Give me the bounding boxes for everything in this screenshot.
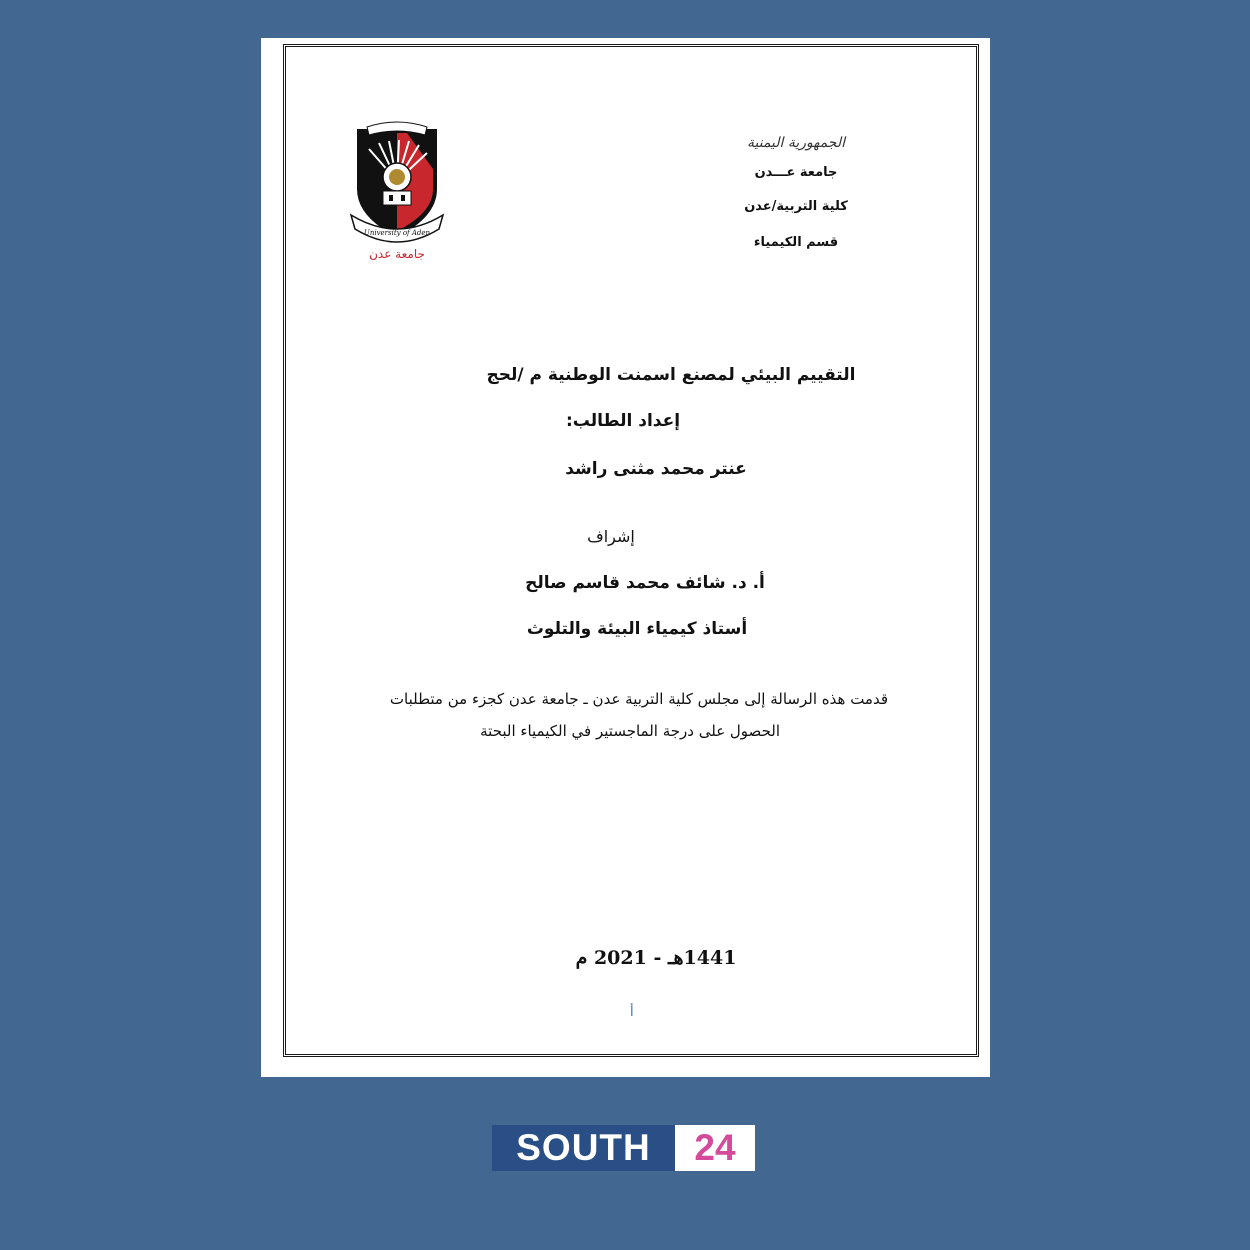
thesis-title: التقييم البيئي لمصنع اسمنت الوطنية م /لحج xyxy=(486,365,856,385)
student-name: عنتر محمد مثنى راشد xyxy=(565,459,747,479)
submission-statement xyxy=(308,683,888,747)
university-emblem-icon xyxy=(349,119,445,264)
header-country: الجمهورية اليمنية xyxy=(746,135,845,151)
brand-24-text: 24 xyxy=(694,1127,736,1168)
statement-line-2: الحصول على درجة الماجستير في الكيمياء البحتة xyxy=(480,722,780,740)
supervisor-title: أستاذ كيمياء البيئة والتلوث xyxy=(526,619,748,639)
prepared-by-label: إعداد الطالب: xyxy=(565,411,681,431)
supervisor-name: أ. د. شائف محمد قاسم صالح xyxy=(525,573,765,593)
page-border-frame xyxy=(283,44,979,1057)
south24-logo xyxy=(492,1125,755,1171)
statement-line-1: قدمت هذه الرسالة إلى مجلس كلية التربية عدن ـ جامعة عدن كجزء من متطلبات xyxy=(389,690,888,708)
header-university: جامعة عـــدن xyxy=(754,165,838,180)
page-number: أ xyxy=(630,1005,634,1020)
brand-south-text: SOUTH xyxy=(492,1125,675,1171)
submission-date: 1441هـ - 2021 م xyxy=(575,947,737,969)
supervision-label: إشراف xyxy=(587,527,635,546)
header-faculty: كلية التربية/عدن xyxy=(744,199,848,214)
emblem-arabic-caption: جامعة عدن xyxy=(369,247,425,261)
document-page xyxy=(261,38,990,1077)
header-department: قسم الكيمياء xyxy=(753,235,839,250)
emblem-banner-text: University of Aden xyxy=(363,229,431,237)
